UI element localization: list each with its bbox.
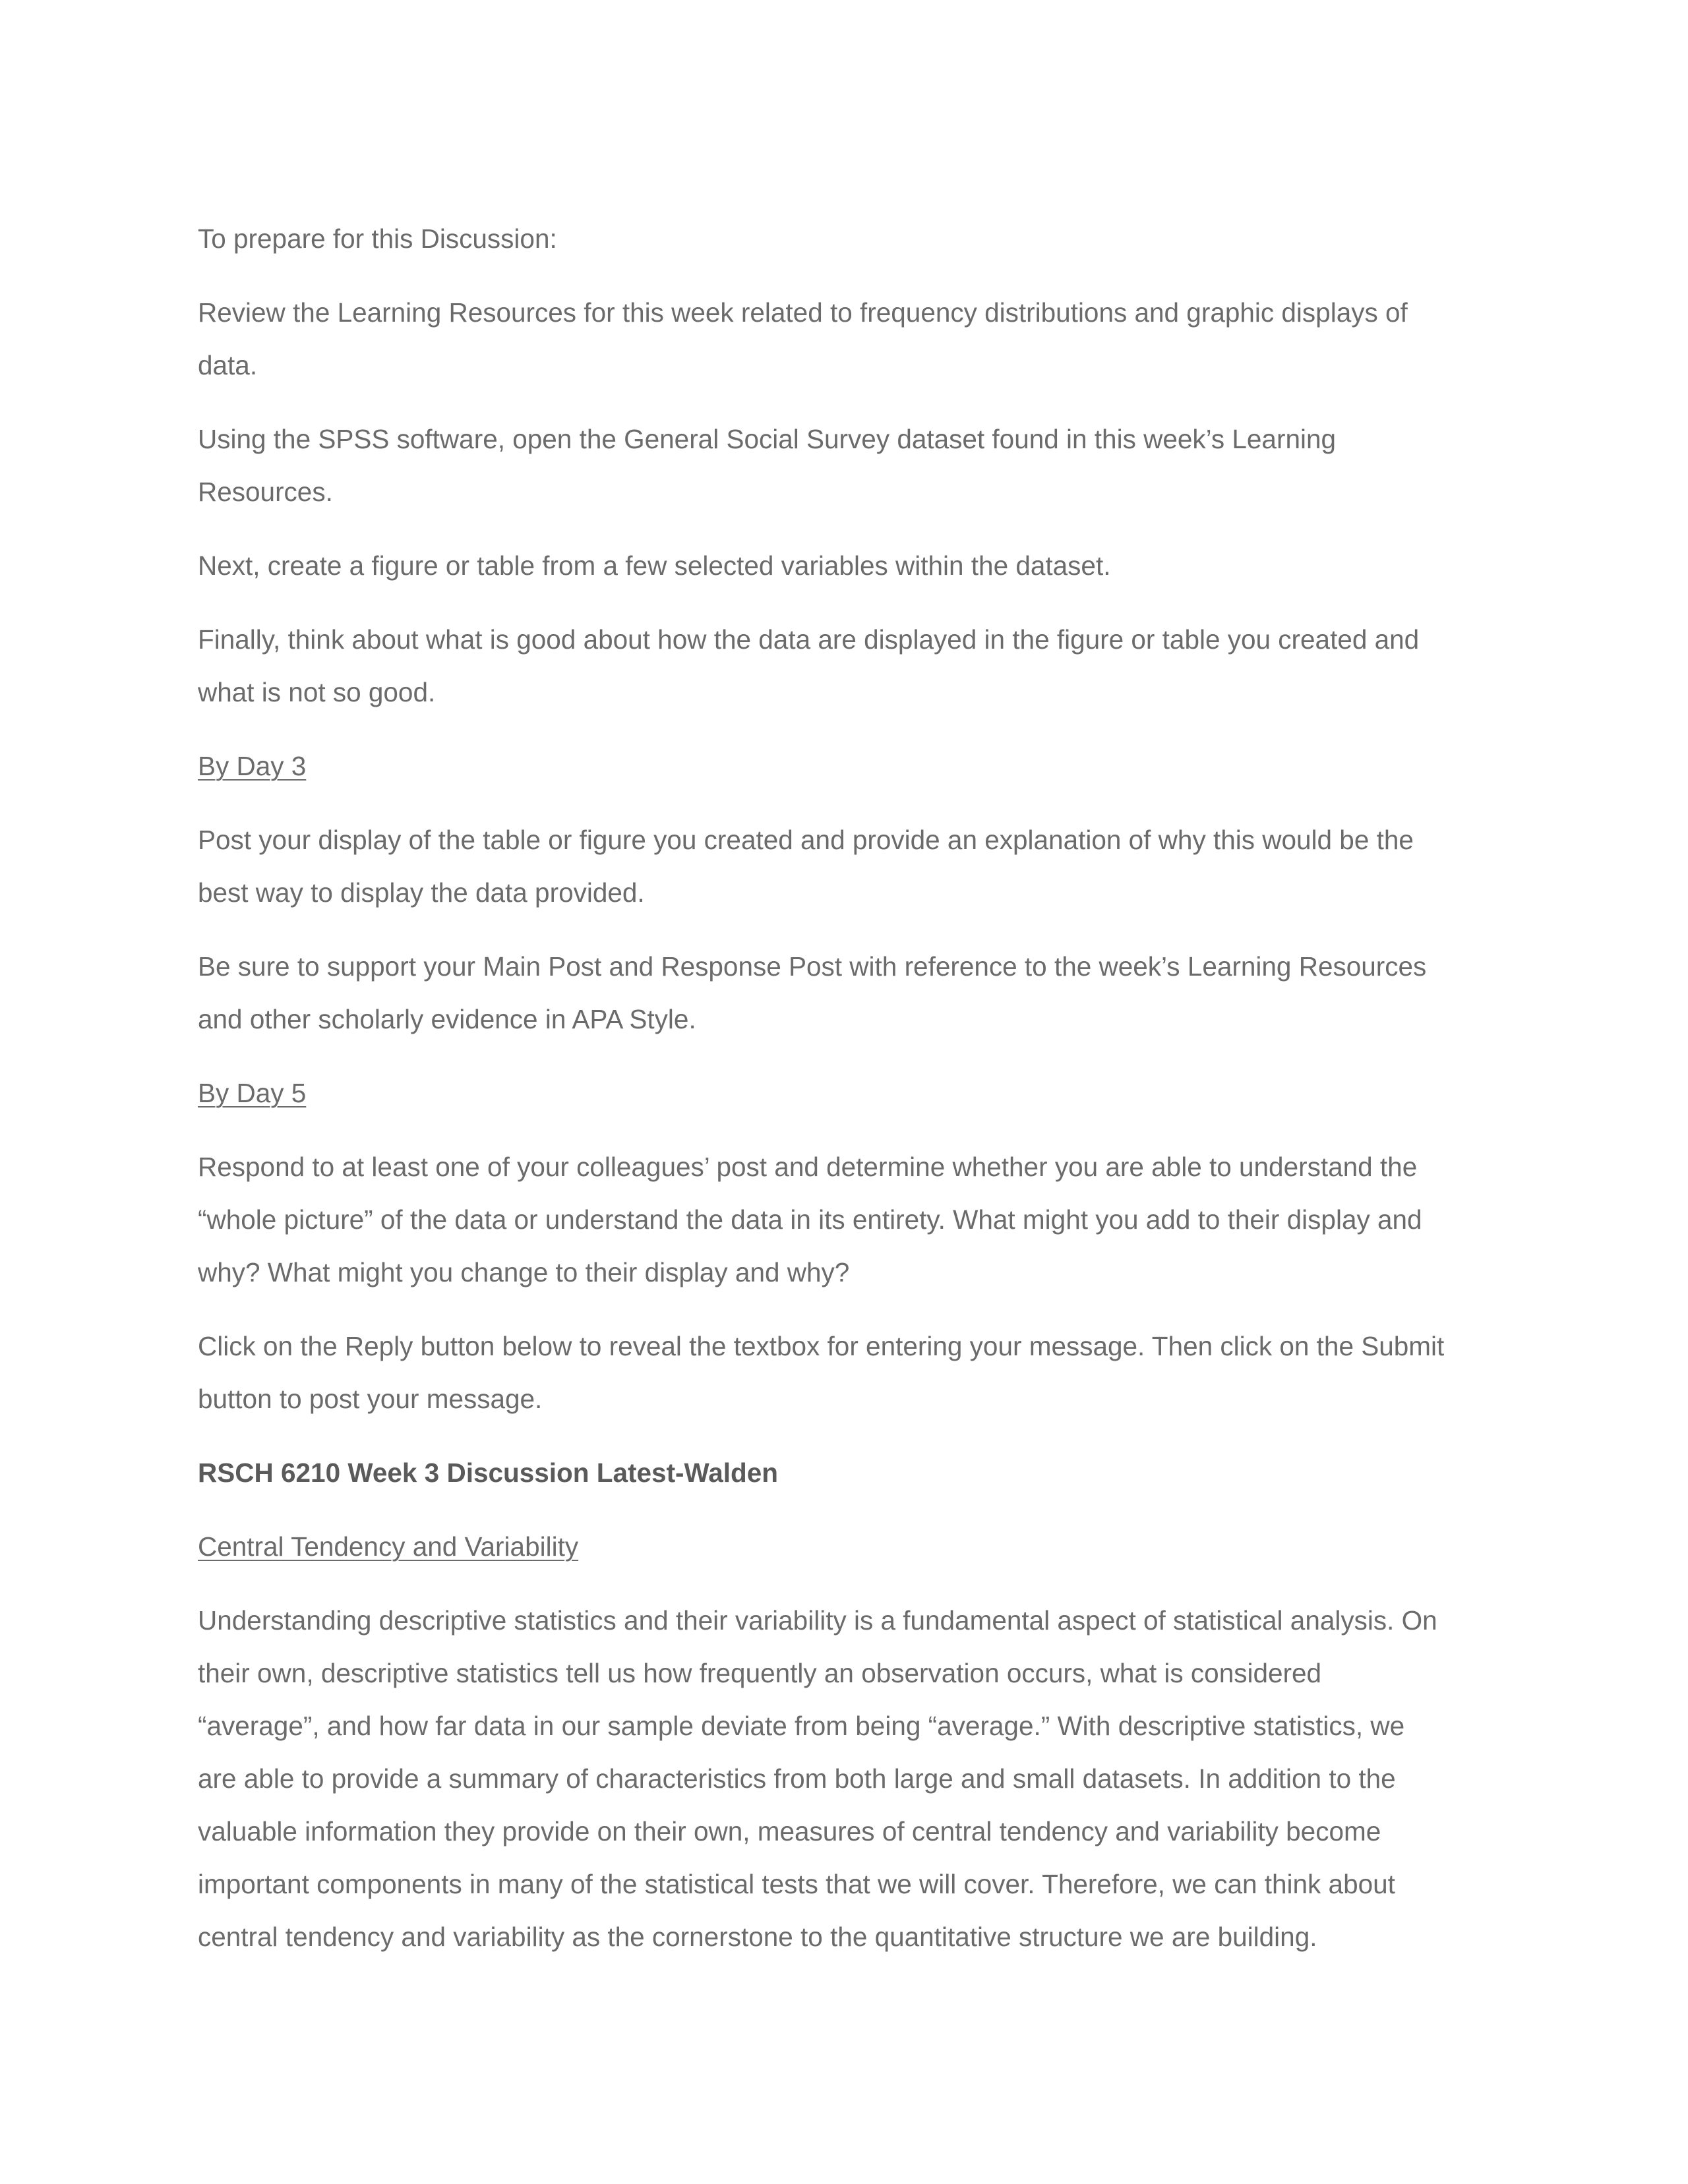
day3-heading: By Day 3 [198, 751, 307, 781]
course-title: RSCH 6210 Week 3 Discussion Latest-Walden [198, 1458, 779, 1488]
step-evaluate-display: Finally, think about what is good about how the data are displayed in the figure or table you created and what is not so good. [198, 624, 1420, 707]
step-open-dataset: Using the SPSS software, open the General Social Survey dataset found in this week’s Learning Resources. [198, 424, 1337, 507]
day5-heading: By Day 5 [198, 1078, 307, 1108]
step-create-figure: Next, create a figure or table from a few selected variables within the dataset. [198, 550, 1111, 581]
day3-paragraph: Be sure to support your Main Post and Response Post with reference to the week’s Learning Resources and other scholarly evidence in APA Style. [198, 951, 1427, 1034]
day5-paragraph: Click on the Reply button below to reveal the textbox for entering your message. Then click on the Submit button to post your message. [198, 1331, 1445, 1414]
section-body: Understanding descriptive statistics and their variability is a fundamental aspect of statistical analysis. On their own, descriptive statistics tell us how frequently an observation occurs, what is considered “average”, and how far data in our sample deviate from being “average.” With descriptive statistics, we are able to provide a summary of characteristics from both large and small datasets. In addition to the valuable information they provide on their own, measures of central tendency and variability become important components in many of the statistical tests that we will cover. Therefore, we can think about central tendency and variability as the cornerstone to the quantitative structure we are building. [198, 1605, 1437, 1952]
step-review-resources: Review the Learning Resources for this week related to frequency distributions and graphic displays of data. [198, 297, 1408, 380]
day3-paragraph: Post your display of the table or figure you created and provide an explanation of why this would be the best way to display the data provided. [198, 825, 1414, 908]
section-heading: Central Tendency and Variability [198, 1531, 579, 1562]
intro-text: To prepare for this Discussion: [198, 223, 557, 254]
document-page [198, 212, 1490, 1984]
day5-paragraph: Respond to at least one of your colleagues’ post and determine whether you are able to understand the “whole picture” of the data or understand the data in its entirety. What might you add to their display and why? What might you change to their display and why? [198, 1152, 1422, 1287]
